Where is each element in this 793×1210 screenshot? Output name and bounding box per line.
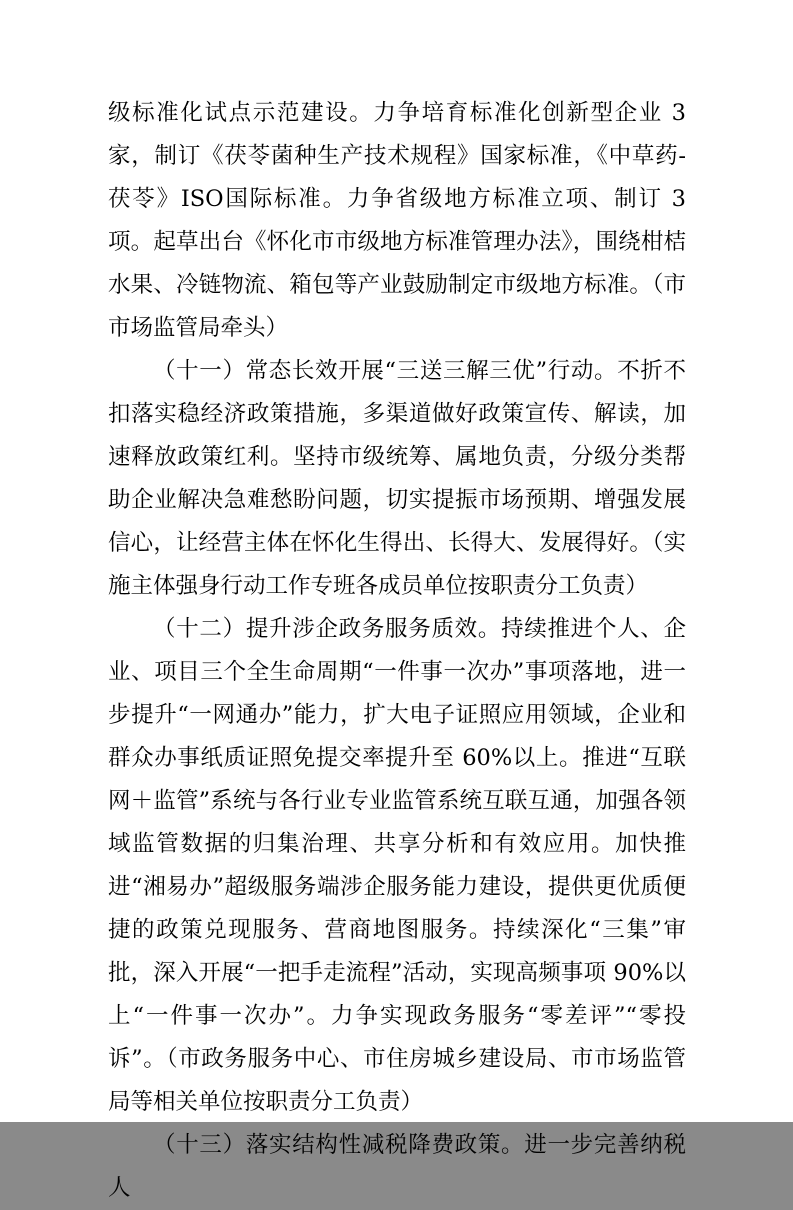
paragraph-item-12: （十二）提升涉企政务服务质效。持续推进个人、企业、项目三个全生命周期“一件事一次办”事项落地，进一步提升“一网通办”能力，扩大电子证照应用领域，企业和群众办事纸质证照免提交率提升至 60%以上。推进“互联网＋监管”系统与各行业专业监管系统互联互通，加强各领域监管数据的归集治理、共享分析和有效应用。加快推进“湘易办”超级服务端涉企服务能力建设，提供更优质便捷的政策兑现服务、营商地图服务。持续深化“三集”审批，深入开展“一把手走流程”活动，实现高频事项 90%以上“一件事一次办”。力争实现政务服务“零差评”“零投诉”。（市政务服务中心、市住房城乡建设局、市市场监管局等相关单位按职责分工负责） xyxy=(108,616,686,1115)
paragraph-continued-standardization: 级标准化试点示范建设。力争培育标准化创新型企业 3 家，制订《茯苓菌种生产技术规程》国家标准，《中草药-茯苓》ISO国际标准。力争省级地方标准立项、制订 3 项。起草出台《怀化市市级地方标准管理办法》，围绕柑桔水果、冷链物流、箱包等产业鼓励制定市级地方标准。（市市场监管局牵头） xyxy=(108,100,686,341)
paragraph-item-11: （十一）常态长效开展“三送三解三优”行动。不折不扣落实稳经济政策措施，多渠道做好政策宣传、解读，加速释放政策红利。坚持市级统筹、属地负责，分级分类帮助企业解决急难愁盼问题，切实提振市场预期、增强发展信心，让经营主体在怀化生得出、长得大、发展得好。（实施主体强身行动工作专班各成员单位按职责分工负责） xyxy=(108,358,686,599)
document-text-body xyxy=(108,92,686,1210)
paragraph-item-13: （十三）落实结构性减税降费政策。进一步完善纳税人 xyxy=(108,1132,686,1201)
